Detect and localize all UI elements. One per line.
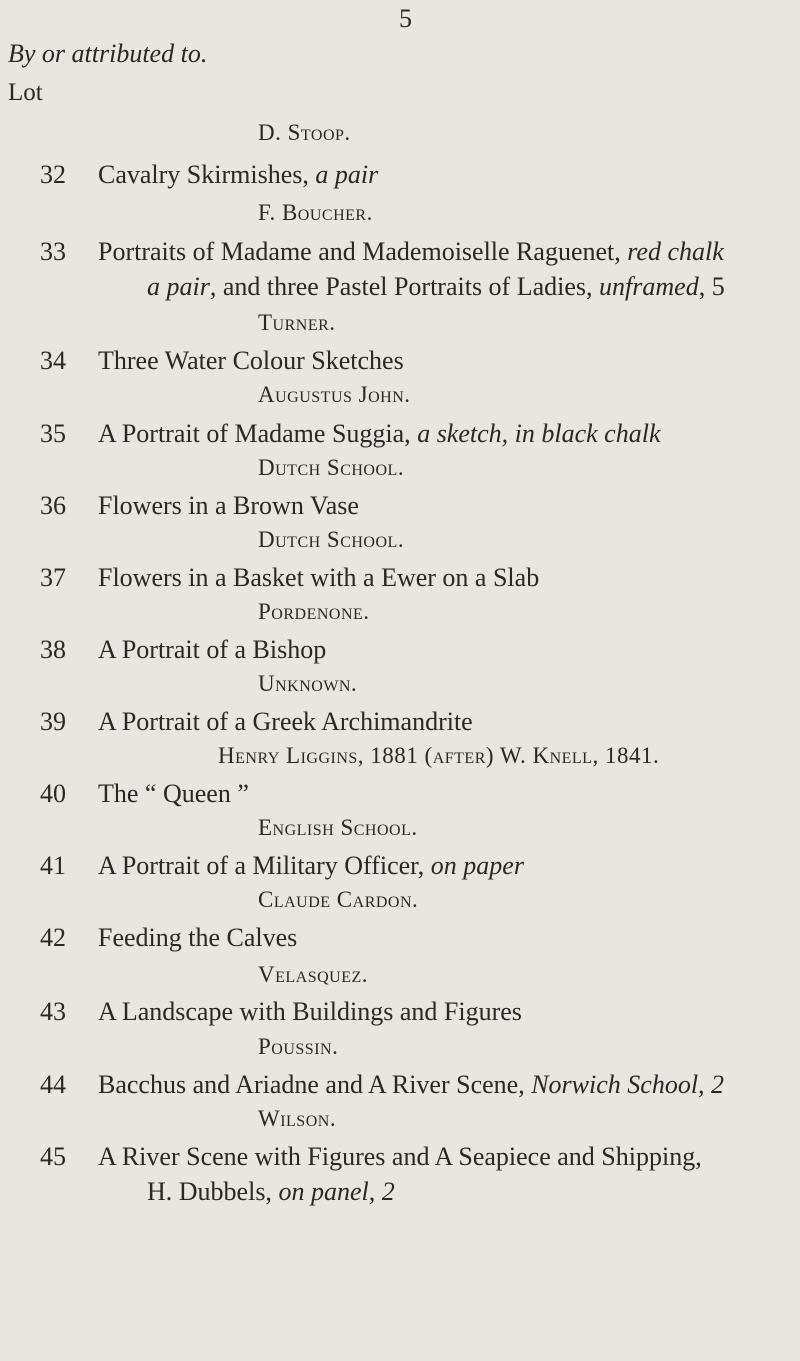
lot-title: Portraits of Madame and Mademoiselle Raguenet, red chalk — [98, 237, 724, 266]
artist-name: English School. — [258, 815, 418, 840]
lot-number: 42 — [40, 923, 66, 952]
artist-name: Dutch School. — [258, 527, 405, 552]
lot-number: 33 — [40, 237, 66, 266]
artist-name: Augustus John. — [258, 382, 411, 407]
artist-name: Turner. — [258, 310, 336, 335]
artist-name: Velasquez. — [258, 962, 369, 987]
lot-number: 34 — [40, 346, 66, 375]
lot-title: Bacchus and Ariadne and A River Scene, Norwich School, 2 — [98, 1070, 725, 1099]
artist-name: Henry Liggins, 1881 (after) W. Knell, 1841. — [218, 743, 660, 768]
lot-number: 36 — [40, 491, 66, 520]
lot-number: 39 — [40, 707, 66, 736]
page-header: By or attributed to. — [8, 39, 208, 68]
artist-name: Dutch School. — [258, 455, 405, 480]
lot-title: A Portrait of a Military Officer, on paper — [98, 851, 524, 880]
artist-name: F. Boucher. — [258, 200, 373, 225]
page-number: 5 — [399, 4, 412, 33]
lot-column-label: Lot — [8, 79, 43, 106]
lot-title: Flowers in a Basket with a Ewer on a Slab — [98, 563, 540, 592]
lot-title-continued: H. Dubbels, on panel, 2 — [147, 1177, 395, 1206]
lot-number: 38 — [40, 635, 66, 664]
artist-name: Wilson. — [258, 1106, 337, 1131]
artist-name: Poussin. — [258, 1034, 339, 1059]
lot-title-continued: a pair, and three Pastel Portraits of Ladies, unframed, 5 — [147, 272, 725, 301]
lot-title: A Landscape with Buildings and Figures — [98, 997, 522, 1026]
lot-title: Three Water Colour Sketches — [98, 346, 404, 375]
lot-number: 32 — [40, 160, 66, 189]
lot-title: A Portrait of a Greek Archimandrite — [98, 707, 473, 736]
artist-name: Pordenone. — [258, 599, 370, 624]
lot-title: Feeding the Calves — [98, 923, 298, 952]
artist-name: Claude Cardon. — [258, 887, 419, 912]
lot-number: 45 — [40, 1142, 66, 1171]
artist-name: Unknown. — [258, 671, 358, 696]
lot-title: A Portrait of a Bishop — [98, 635, 327, 664]
lot-number: 37 — [40, 563, 66, 592]
lot-number: 43 — [40, 997, 66, 1026]
artist-name: D. Stoop. — [258, 120, 351, 145]
lot-number: 40 — [40, 779, 66, 808]
lot-number: 41 — [40, 851, 66, 880]
lot-title: The “ Queen ” — [98, 779, 249, 808]
lot-title: A River Scene with Figures and A Seapiece and Shipping, — [98, 1142, 702, 1171]
lot-number: 44 — [40, 1070, 66, 1099]
lot-title: Flowers in a Brown Vase — [98, 491, 359, 520]
lot-title: Cavalry Skirmishes, a pair — [98, 160, 379, 189]
lot-number: 35 — [40, 419, 66, 448]
lot-title: A Portrait of Madame Suggia, a sketch, in black chalk — [98, 419, 661, 448]
